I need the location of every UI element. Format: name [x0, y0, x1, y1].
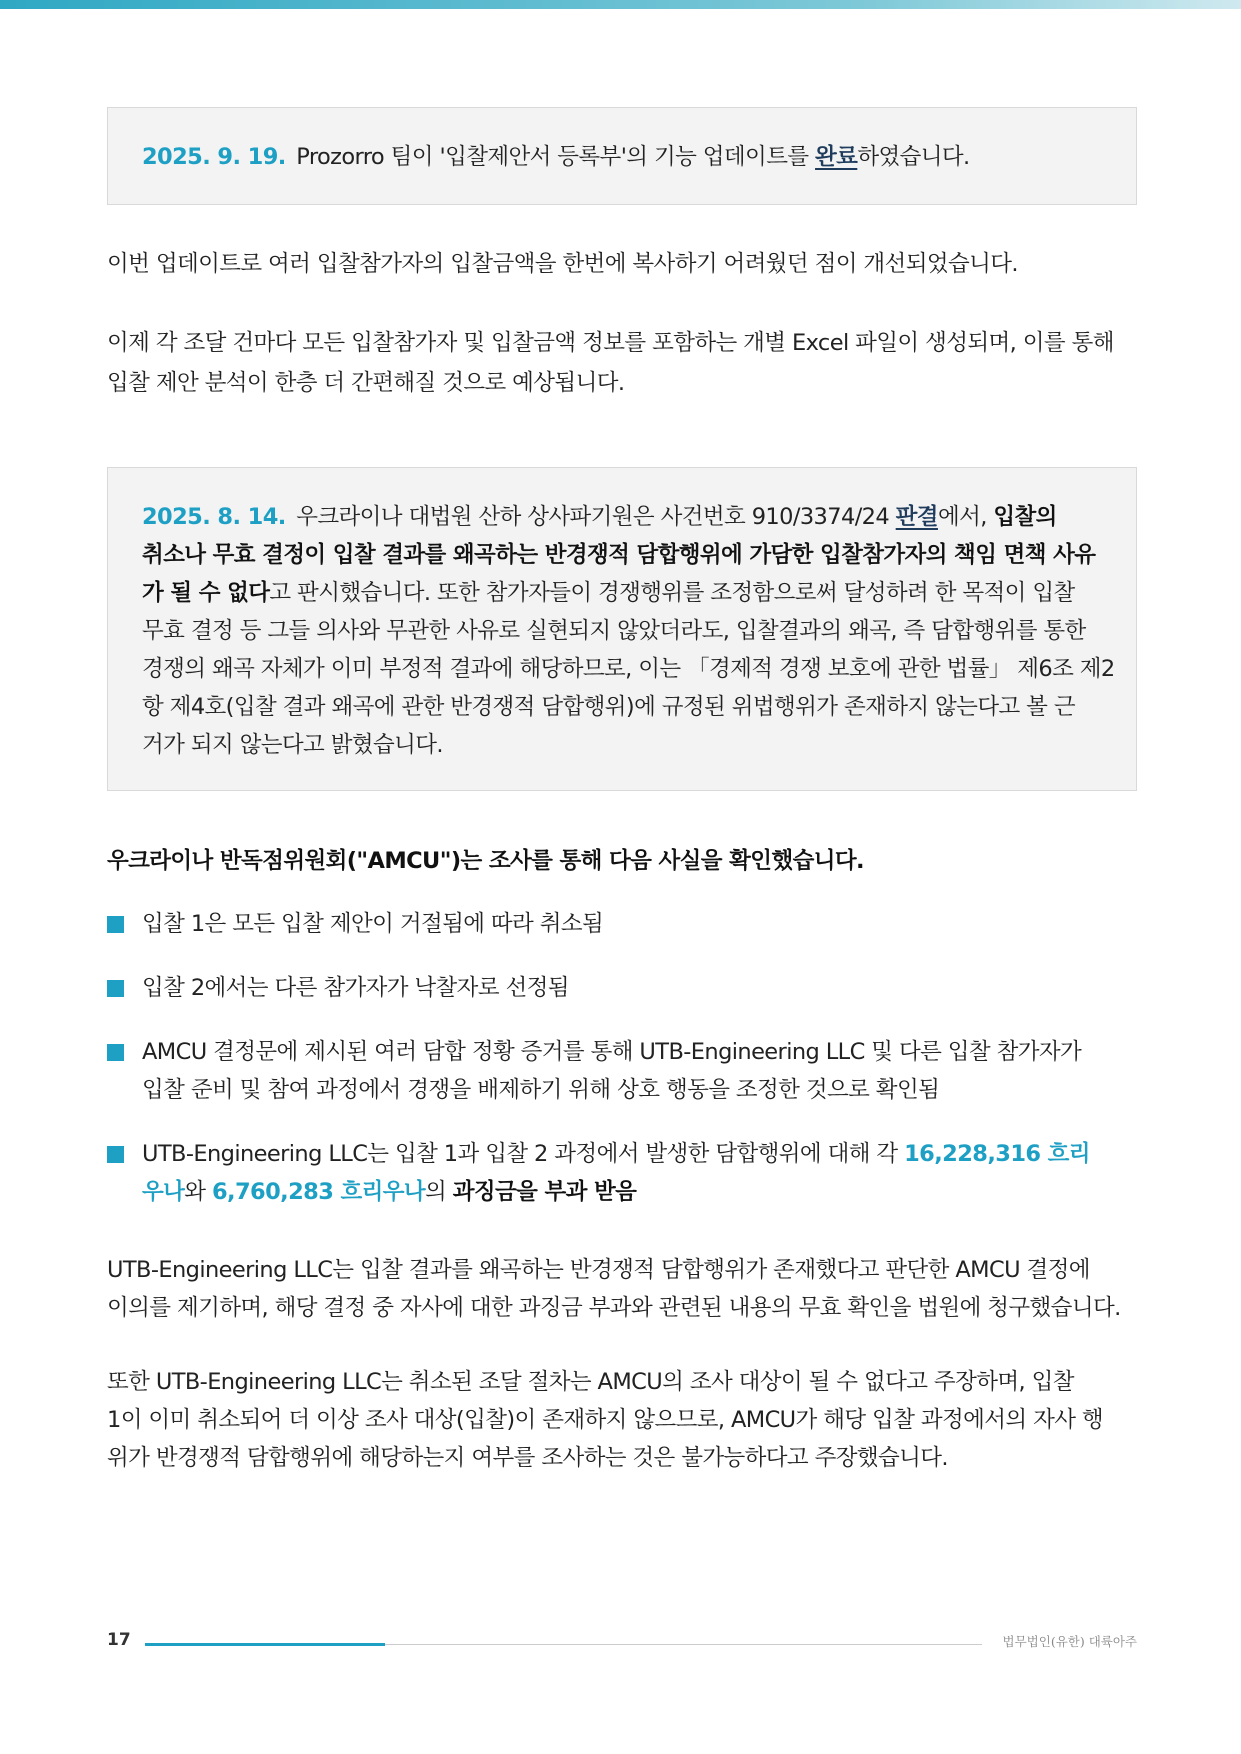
ruling-bold-text: 가 될 수 없다: [142, 580, 270, 606]
ruling-date: 2025. 8. 14.: [142, 504, 286, 530]
list-item: [107, 1135, 1137, 1211]
fine-amount: 우나: [142, 1179, 185, 1205]
list-item-text: 입찰 1은 모든 입찰 제안이 거절됨에 따라 취소됨: [142, 911, 604, 937]
fine-text: 의: [425, 1179, 453, 1205]
square-bullet-icon: [107, 916, 124, 933]
page-content: [107, 107, 1137, 1477]
ruling-line: 거가 되지 않는다고 밝혔습니다.: [142, 732, 443, 758]
section-heading: 우크라이나 반독점위원회("AMCU")는 조사를 통해 다음 사실을 확인했습니다.: [107, 848, 864, 874]
judgment-link[interactable]: 판결: [895, 504, 938, 530]
list-item: [107, 969, 1137, 1007]
paragraph-line: 이제 각 조달 건마다 모든 입찰참가자 및 입찰금액 정보를 포함하는 개별 Excel 파일이 생성되며, 이를 통해: [107, 330, 1114, 356]
ruling-bold-line: 취소나 무효 결정이 입찰 결과를 왜곡하는 반경쟁적 담합행위에 가담한 입찰참가자의 책임 면책 사유: [142, 542, 1096, 568]
list-item-text: [142, 1135, 1137, 1173]
list-item: [107, 1033, 1137, 1109]
paragraph-line: 이번 업데이트로 여러 입찰참가자의 입찰금액을 한번에 복사하기 어려웠던 점이 개선되었습니다.: [107, 251, 1018, 277]
list-item-text: AMCU 결정문에 제시된 여러 담합 정황 증거를 통해 UTB-Engineering LLC 및 다른 입찰 참가자가: [142, 1039, 1082, 1065]
ruling-text: 에서,: [937, 504, 994, 530]
list-item-text: 입찰 준비 및 참여 과정에서 경쟁을 배제하기 위해 상호 행동을 조정한 것으로 확인됨: [142, 1077, 940, 1103]
fine-amount: 6,760,283 흐리우나: [211, 1179, 426, 1205]
ruling-line: 항 제4호(입찰 결과 왜곡에 관한 반경쟁적 담합행위)에 규정된 위법행위가 존재하지 않는다고 볼 근: [142, 694, 1075, 720]
page-number: 17: [107, 1630, 131, 1650]
ruling-line: [142, 574, 1102, 612]
completed-link[interactable]: 완료: [815, 144, 858, 170]
footer-rule: [385, 1644, 982, 1645]
fine-amount: 16,228,316 흐리: [904, 1141, 1090, 1167]
ruling-text: 고 판시했습니다. 또한 참가자들이 경쟁행위를 조정함으로써 달성하려 한 목적이 입찰: [269, 580, 1075, 606]
ruling-line: [142, 498, 1102, 536]
ruling-line: 경쟁의 왜곡 자체가 이미 부정적 결과에 해당하므로, 이는 「경제적 경쟁 보호에 관한 법률」 제6조 제2: [142, 656, 1115, 682]
top-accent-bar: [0, 0, 1241, 9]
fine-text: 와: [184, 1179, 212, 1205]
square-bullet-icon: [107, 1044, 124, 1061]
paragraph-excel-file: [107, 323, 1137, 403]
notice-date: 2025. 9. 19.: [142, 144, 286, 170]
ruling-line: 무효 결정 등 그들 의사와 무관한 사유로 실현되지 않았더라도, 입찰결과의 왜곡, 즉 담합행위를 통한: [142, 618, 1086, 644]
paragraph-argument: [107, 1363, 1137, 1477]
firm-name: 법무법인(유한) 대륙아주: [1002, 1634, 1137, 1649]
findings-list: [107, 905, 1137, 1211]
paragraph-line: UTB-Engineering LLC는 입찰 결과를 왜곡하는 반경쟁적 담합행위가 존재했다고 판단한 AMCU 결정에: [107, 1257, 1090, 1283]
ruling-bold-text: 입찰의: [993, 504, 1057, 530]
paragraph-objection: [107, 1251, 1137, 1327]
paragraph-line: 입찰 제안 분석이 한층 더 간편해질 것으로 예상됩니다.: [107, 370, 625, 396]
paragraph-line: 1이 이미 취소되어 더 이상 조사 대상(입찰)이 존재하지 않으므로, AMCU가 해당 입찰 과정에서의 자사 행: [107, 1407, 1104, 1433]
footer-accent-rule: [145, 1643, 385, 1646]
list-item: [107, 905, 1137, 943]
update-notice-text: [142, 138, 1102, 176]
update-notice-box: [107, 107, 1137, 205]
paragraph-line: 위가 반경쟁적 담합행위에 해당하는지 여부를 조사하는 것은 불가능하다고 주장했습니다.: [107, 1445, 948, 1471]
fine-bold-text: 과징금을 부과 받음: [452, 1179, 637, 1205]
square-bullet-icon: [107, 1146, 124, 1163]
notice-text: Prozorro 팀이 '입찰제안서 등록부'의 기능 업데이트를: [289, 144, 816, 170]
fine-text: UTB-Engineering LLC는 입찰 1과 입찰 2 과정에서 발생한 담합행위에 대해 각: [142, 1141, 905, 1167]
page-footer: [107, 1630, 1137, 1660]
notice-text: 하였습니다.: [857, 144, 970, 170]
paragraph-line: 이의를 제기하며, 해당 결정 중 자사에 대한 과징금 부과와 관련된 내용의 무효 확인을 법원에 청구했습니다.: [107, 1295, 1121, 1321]
list-item-text: 입찰 2에서는 다른 참가자가 낙찰자로 선정됨: [142, 975, 569, 1001]
court-ruling-box: [107, 467, 1137, 791]
paragraph-update-detail: [107, 245, 1137, 283]
list-item-text: [142, 1173, 1137, 1211]
ruling-text: 우크라이나 대법원 산하 상사파기원은 사건번호 910/3374/24: [289, 504, 896, 530]
square-bullet-icon: [107, 980, 124, 997]
paragraph-line: 또한 UTB-Engineering LLC는 취소된 조달 절차는 AMCU의 조사 대상이 될 수 없다고 주장하며, 입찰: [107, 1369, 1074, 1395]
